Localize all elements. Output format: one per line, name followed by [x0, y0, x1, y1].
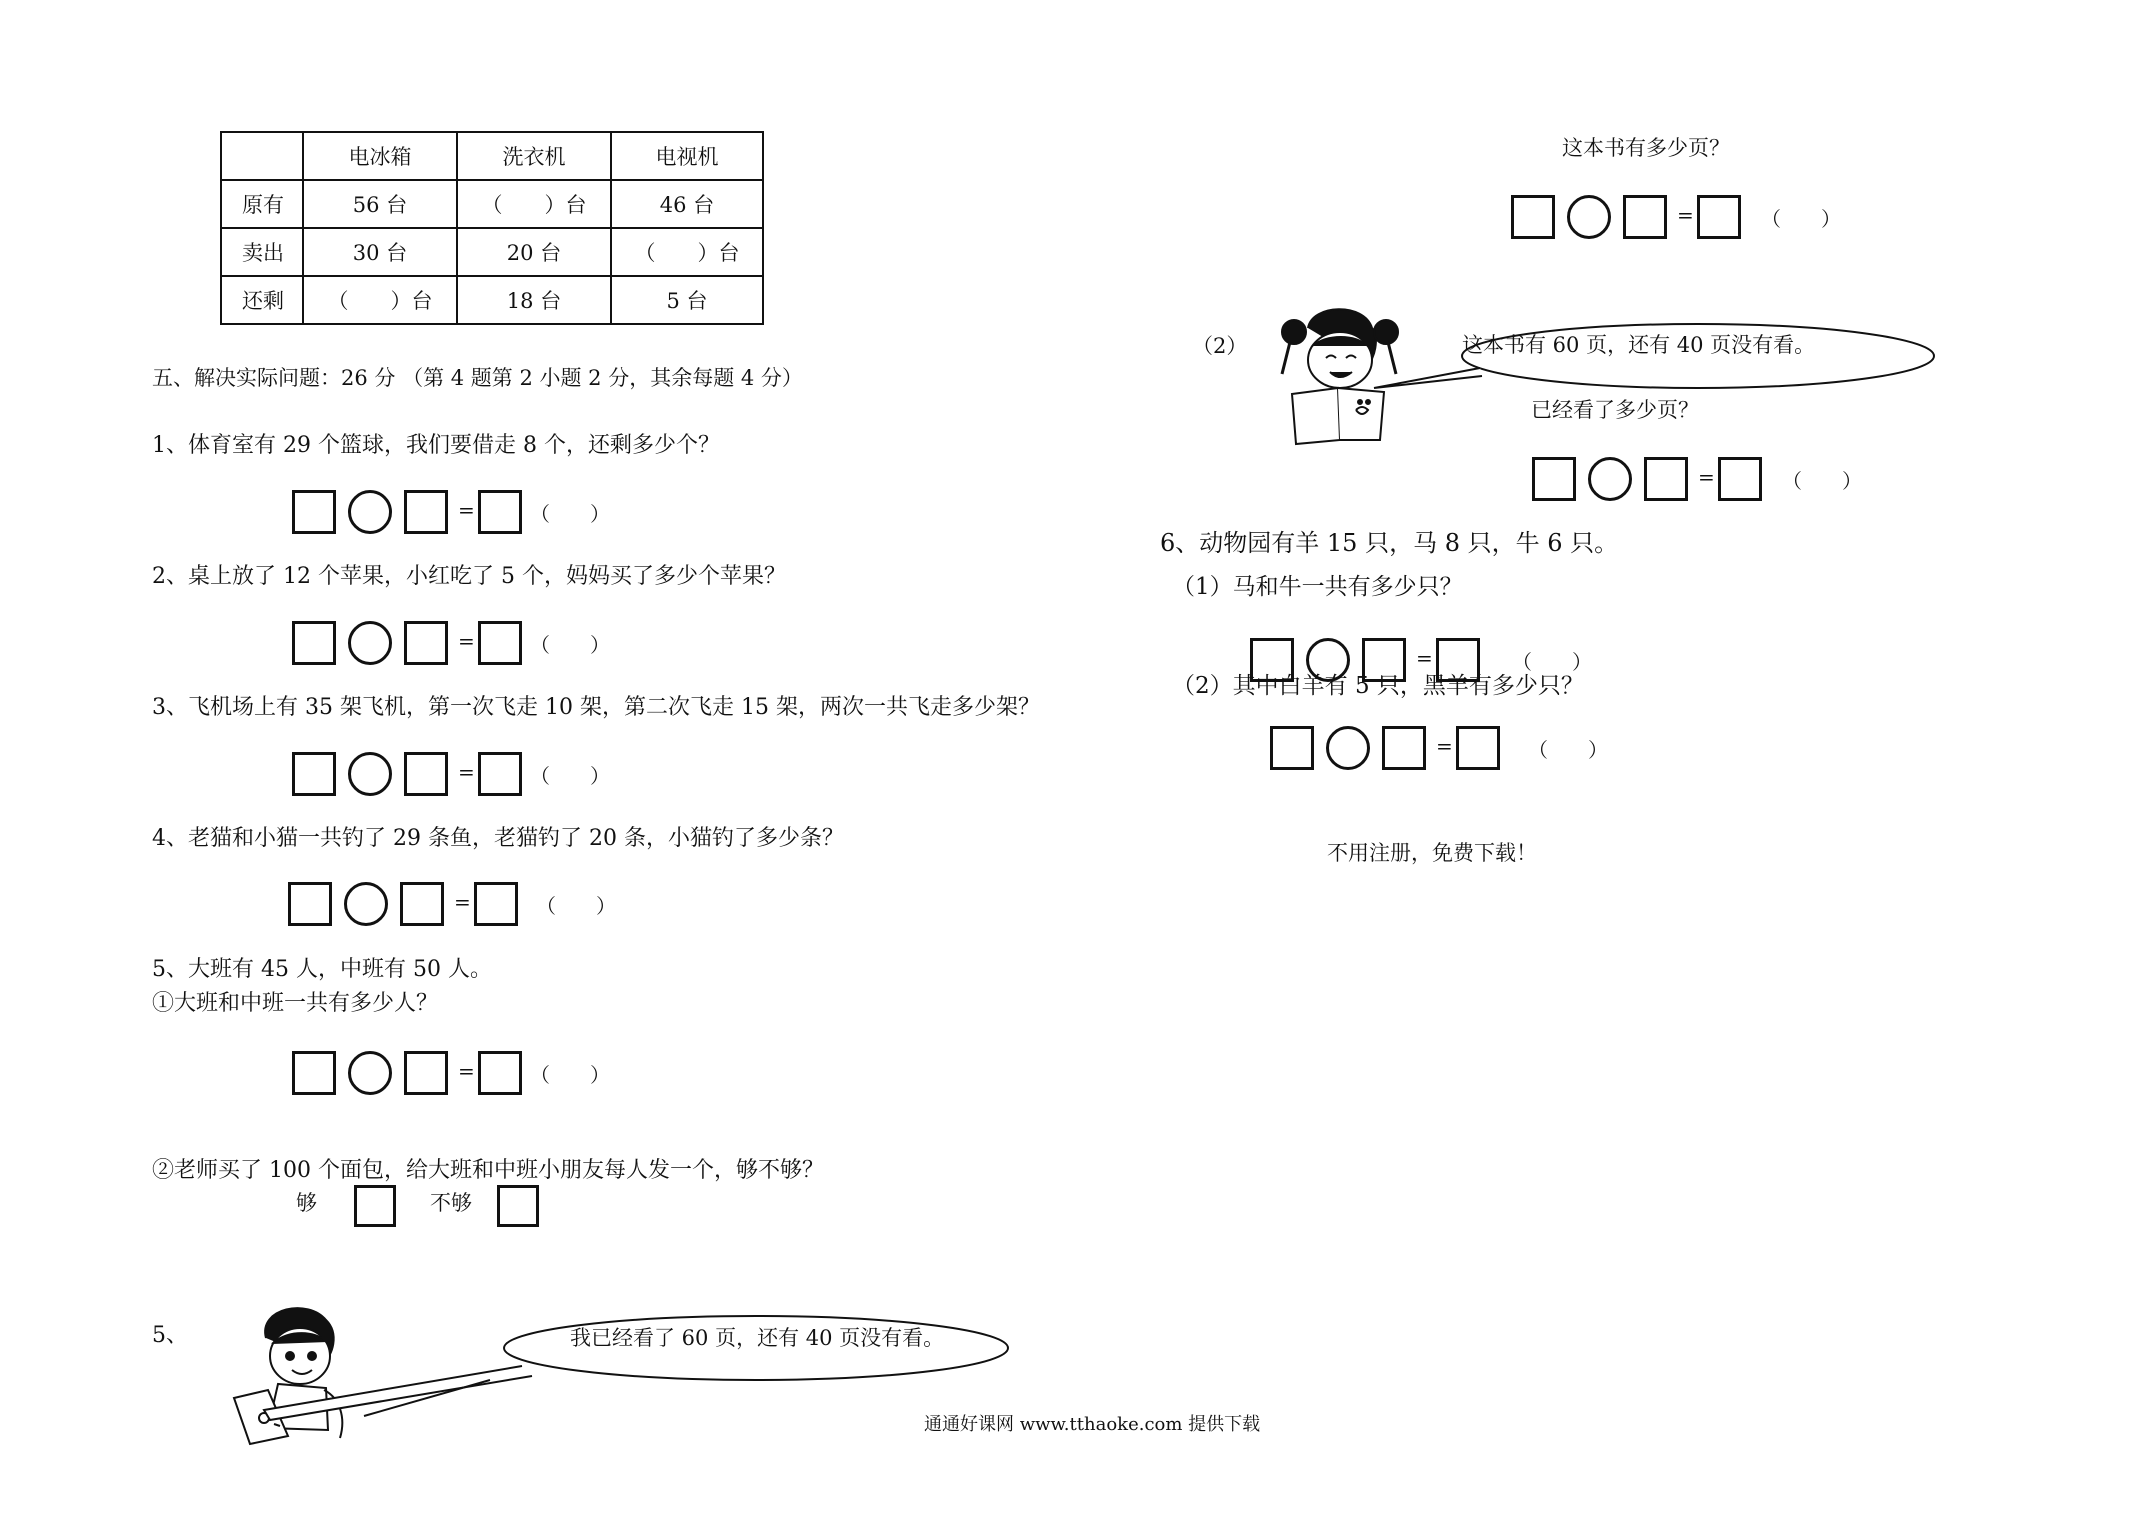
table-cell: 还剩 [221, 276, 303, 324]
enough-checkbox[interactable] [354, 1185, 396, 1227]
footer-source: 通通好课网 www.tthaoke.com 提供下载 [924, 1414, 1261, 1435]
table-cell: 20 台 [457, 228, 611, 276]
result-box[interactable] [1456, 726, 1500, 770]
answer-box[interactable] [404, 752, 448, 796]
result-box[interactable] [1718, 457, 1762, 501]
answer-box[interactable] [1623, 195, 1667, 239]
unit-blank: （ ） [530, 502, 610, 526]
table-cell: 30 台 [303, 228, 457, 276]
table-header-cell: 洗衣机 [457, 132, 611, 180]
answer-box[interactable] [288, 882, 332, 926]
table-header-cell: 电冰箱 [303, 132, 457, 180]
not-enough-checkbox[interactable] [497, 1185, 539, 1227]
table-cell: 原有 [221, 180, 303, 228]
unit-blank: （ ） [536, 894, 616, 918]
result-box[interactable] [478, 490, 522, 534]
question-4: 4、老猫和小猫一共钓了 29 条鱼，老猫钓了 20 条，小猫钓了多少条？ [152, 826, 844, 851]
table-cell: （ ）台 [611, 228, 763, 276]
table-cell: 56 台 [303, 180, 457, 228]
answer-box[interactable] [292, 1051, 336, 1095]
answer-box[interactable] [400, 882, 444, 926]
answer-box[interactable] [1644, 457, 1688, 501]
answer-box[interactable] [292, 490, 336, 534]
unit-blank: （ ） [1761, 207, 1841, 231]
question-6-part-1: （1）马和牛一共有多少只？ [1172, 574, 1463, 600]
answer-box[interactable] [404, 1051, 448, 1095]
table-row [221, 180, 763, 228]
table-row [221, 228, 763, 276]
operator-circle[interactable] [348, 1051, 392, 1095]
operator-circle[interactable] [348, 621, 392, 665]
answer-box[interactable] [404, 490, 448, 534]
unit-blank: （ ） [1528, 738, 1608, 762]
equals-sign: = [1416, 646, 1433, 670]
table-cell: （ ）台 [303, 276, 457, 324]
appliance-table [220, 131, 764, 325]
answer-box[interactable] [1270, 726, 1314, 770]
question-5-part-1: ①大班和中班一共有多少人？ [152, 991, 439, 1016]
answer-box[interactable] [1532, 457, 1576, 501]
table-header-row [221, 132, 763, 180]
equals-sign: = [1677, 203, 1694, 227]
unit-blank: （ ） [530, 633, 610, 657]
question-5: 5、大班有 45 人，中班有 50 人。 [152, 957, 492, 982]
result-box[interactable] [478, 1051, 522, 1095]
equals-sign: = [458, 629, 475, 653]
answer-box[interactable] [404, 621, 448, 665]
pages-read-question: 已经看了多少页？ [1531, 398, 1699, 422]
unit-blank: （ ） [530, 1063, 610, 1087]
table-cell: （ ）台 [457, 180, 611, 228]
question-5b-label: 5、 [152, 1323, 188, 1348]
answer-box[interactable] [292, 621, 336, 665]
girl-bubble-text: 这本书有 60 页，还有 40 页没有看。 [1462, 333, 1816, 357]
table-cell: 18 台 [457, 276, 611, 324]
question-1: 1、体育室有 29 个篮球，我们要借走 8 个，还剩多少个？ [152, 433, 720, 458]
question-6: 6、动物园有羊 15 只，马 8 只，牛 6 只。 [1160, 529, 1619, 557]
table-row [221, 276, 763, 324]
part-2-label: （2） [1192, 334, 1248, 358]
table-cell: 5 台 [611, 276, 763, 324]
table-header-cell [221, 132, 303, 180]
equals-sign: = [458, 498, 475, 522]
answer-box[interactable] [292, 752, 336, 796]
not-enough-label: 不够 [430, 1191, 472, 1215]
unit-blank: （ ） [530, 764, 610, 788]
table-cell: 卖出 [221, 228, 303, 276]
answer-box[interactable] [1382, 726, 1426, 770]
table-header-cell: 电视机 [611, 132, 763, 180]
boy-bubble-text: 我已经看了 60 页，还有 40 页没有看。 [570, 1326, 945, 1350]
operator-circle[interactable] [1326, 726, 1370, 770]
operator-circle[interactable] [1588, 457, 1632, 501]
result-box[interactable] [474, 882, 518, 926]
question-5-part-2: ②老师买了 100 个面包，给大班和中班小朋友每人发一个，够不够？ [152, 1158, 824, 1183]
question-6-part-2: （2）其中白羊有 5 只，黑羊有多少只？ [1172, 673, 1584, 699]
section-title: 五、解决实际问题：26 分 （第 4 题第 2 小题 2 分，其余每题 4 分） [152, 366, 803, 390]
question-2: 2、桌上放了 12 个苹果，小红吃了 5 个，妈妈买了多少个苹果？ [152, 564, 786, 589]
operator-circle[interactable] [1567, 195, 1611, 239]
operator-circle[interactable] [348, 752, 392, 796]
equals-sign: = [458, 760, 475, 784]
answer-box[interactable] [1511, 195, 1555, 239]
question-3: 3、飞机场上有 35 架飞机，第一次飞走 10 架，第二次飞走 15 架，两次一共飞走多少架？ [152, 695, 1040, 720]
result-box[interactable] [478, 621, 522, 665]
operator-circle[interactable] [348, 490, 392, 534]
result-box[interactable] [1697, 195, 1741, 239]
equals-sign: = [454, 890, 471, 914]
unit-blank: （ ） [1782, 469, 1862, 493]
equals-sign: = [458, 1059, 475, 1083]
equals-sign: = [1436, 734, 1453, 758]
operator-circle[interactable] [344, 882, 388, 926]
equals-sign: = [1698, 465, 1715, 489]
enough-label: 够 [296, 1191, 317, 1215]
book-pages-question: 这本书有多少页？ [1562, 136, 1730, 160]
table-cell: 46 台 [611, 180, 763, 228]
result-box[interactable] [478, 752, 522, 796]
girl-speech-bubble [1370, 318, 1940, 398]
unit-blank: （ ） [1512, 650, 1592, 674]
free-download-note: 不用注册，免费下载！ [1327, 841, 1537, 865]
